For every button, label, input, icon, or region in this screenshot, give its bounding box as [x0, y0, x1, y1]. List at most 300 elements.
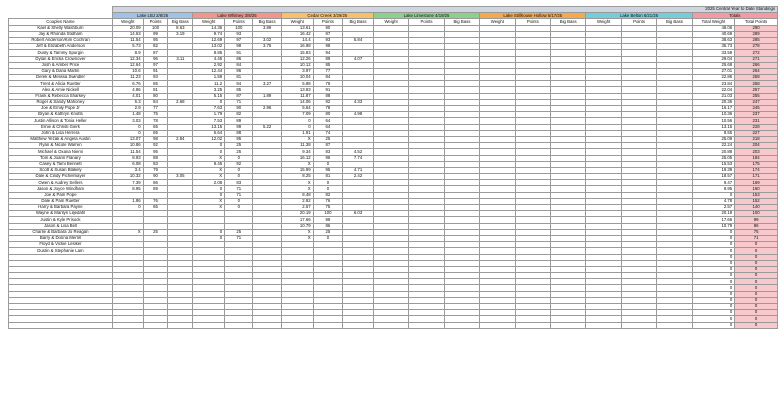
- couple-name-cell[interactable]: Dusty & Tammy Spurgin: [9, 50, 113, 56]
- total-weight-cell[interactable]: 0: [692, 266, 735, 272]
- weight-cell[interactable]: 14.4: [281, 37, 313, 43]
- points-cell[interactable]: 83: [225, 180, 253, 186]
- couple-name-cell[interactable]: Wayne & Marilyn Liljedahl: [9, 211, 113, 217]
- points-cell[interactable]: 79: [313, 81, 343, 87]
- total-points-cell[interactable]: 285: [735, 37, 778, 43]
- total-points-cell[interactable]: 0: [735, 273, 778, 279]
- weight-cell[interactable]: 10.86: [112, 143, 143, 149]
- total-weight-cell[interactable]: 15.53: [692, 161, 735, 167]
- weight-cell[interactable]: 0: [281, 118, 313, 124]
- big-bass-cell[interactable]: [168, 322, 193, 328]
- weight-cell[interactable]: [281, 322, 313, 328]
- points-cell[interactable]: 0: [225, 174, 253, 180]
- weight-cell[interactable]: 0: [112, 124, 143, 130]
- points-cell[interactable]: 25: [143, 229, 168, 235]
- weight-cell[interactable]: 11.38: [281, 143, 313, 149]
- total-points-cell[interactable]: 71: [735, 235, 778, 241]
- points-cell[interactable]: 71: [225, 192, 253, 198]
- points-cell[interactable]: [621, 322, 656, 328]
- total-weight-cell[interactable]: 0: [692, 316, 735, 322]
- points-cell[interactable]: 90: [313, 25, 343, 31]
- points-cell[interactable]: 95: [313, 167, 343, 173]
- weight-cell[interactable]: 3.4: [112, 167, 143, 173]
- big-bass-cell[interactable]: 1.89: [253, 93, 281, 99]
- weight-cell[interactable]: [193, 322, 225, 328]
- weight-cell[interactable]: 16.42: [281, 31, 313, 37]
- total-weight-cell[interactable]: 0: [692, 297, 735, 303]
- couple-name-cell[interactable]: Alex & Amie Nickell: [9, 87, 113, 93]
- big-bass-cell[interactable]: [253, 322, 281, 328]
- points-cell[interactable]: 90: [143, 174, 168, 180]
- big-bass-cell[interactable]: 4.33: [343, 99, 374, 105]
- points-cell[interactable]: 96: [313, 155, 343, 161]
- total-weight-cell[interactable]: 33.58: [692, 50, 735, 56]
- points-cell[interactable]: 99: [143, 31, 168, 37]
- total-weight-cell[interactable]: 16.17: [692, 106, 735, 112]
- points-cell[interactable]: 89: [143, 186, 168, 192]
- points-cell[interactable]: 71: [225, 186, 253, 192]
- weight-cell[interactable]: 20.19: [281, 211, 313, 217]
- weight-cell[interactable]: X: [281, 136, 313, 142]
- points-cell[interactable]: 25: [225, 229, 253, 235]
- weight-cell[interactable]: 6.3: [112, 99, 143, 105]
- points-cell[interactable]: 85: [313, 62, 343, 68]
- points-cell[interactable]: 25: [225, 143, 253, 149]
- big-bass-cell[interactable]: 4.07: [343, 56, 374, 62]
- total-points-cell[interactable]: 204: [735, 143, 778, 149]
- couple-name-cell[interactable]: Charlie & Barbara Jo Reagan: [9, 229, 113, 235]
- couple-name-cell[interactable]: Justin & Kyle Prisock: [9, 217, 113, 223]
- couple-name-cell[interactable]: Jeff & Elizabeth Anderson: [9, 44, 113, 50]
- big-bass-cell[interactable]: 3.89: [253, 25, 281, 31]
- couple-name-cell[interactable]: Dylan & Ericka Crownover: [9, 56, 113, 62]
- weight-cell[interactable]: 0: [112, 130, 143, 136]
- total-points-cell[interactable]: 153: [735, 192, 778, 198]
- points-cell[interactable]: 0: [313, 186, 343, 192]
- total-weight-cell[interactable]: 0: [692, 229, 735, 235]
- points-cell[interactable]: 90: [225, 106, 253, 112]
- weight-cell[interactable]: 10.6: [112, 68, 143, 74]
- total-weight-cell[interactable]: 25.68: [692, 62, 735, 68]
- total-weight-cell[interactable]: 0: [692, 248, 735, 254]
- points-cell[interactable]: 85: [143, 81, 168, 87]
- weight-cell[interactable]: X: [281, 161, 313, 167]
- big-bass-cell[interactable]: [444, 322, 479, 328]
- points-cell[interactable]: 25: [313, 136, 343, 142]
- couple-name-cell[interactable]: Josh & Amber Price: [9, 62, 113, 68]
- couple-name-cell[interactable]: Robert Anderson/Kim Cochran: [9, 37, 113, 43]
- total-weight-cell[interactable]: 21.03: [692, 93, 735, 99]
- big-bass-cell[interactable]: 6.03: [343, 211, 374, 217]
- total-points-cell[interactable]: 99: [735, 217, 778, 223]
- weight-cell[interactable]: 0: [193, 235, 225, 241]
- couple-name-cell[interactable]: Frank & Rebecca Sharkey: [9, 93, 113, 99]
- weight-cell[interactable]: 12.02: [193, 136, 225, 142]
- big-bass-cell[interactable]: 3.05: [168, 174, 193, 180]
- total-weight-cell[interactable]: 0: [692, 304, 735, 310]
- big-bass-cell[interactable]: 2.96: [253, 106, 281, 112]
- weight-cell[interactable]: 9.45: [193, 161, 225, 167]
- points-cell[interactable]: 76: [313, 198, 343, 204]
- couple-name-cell[interactable]: Dale & Cindy Pichelmayer: [9, 174, 113, 180]
- weight-cell[interactable]: 11.23: [112, 75, 143, 81]
- total-points-cell[interactable]: 0: [735, 297, 778, 303]
- weight-cell[interactable]: X: [193, 198, 225, 204]
- total-weight-cell[interactable]: 25.09: [692, 136, 735, 142]
- weight-cell[interactable]: 7.63: [193, 106, 225, 112]
- points-cell[interactable]: 95: [143, 37, 168, 43]
- total-points-cell[interactable]: 258: [735, 81, 778, 87]
- points-cell[interactable]: 100: [313, 211, 343, 217]
- weight-cell[interactable]: 0: [193, 229, 225, 235]
- total-weight-cell[interactable]: 10.56: [692, 118, 735, 124]
- weight-cell[interactable]: 12.64: [112, 62, 143, 68]
- couple-name-cell[interactable]: Ryan & Nicole Warren: [9, 143, 113, 149]
- total-weight-cell[interactable]: 38.63: [692, 37, 735, 43]
- couple-name-cell[interactable]: Michael & Oxana Niemi: [9, 149, 113, 155]
- big-bass-cell[interactable]: 5.22: [253, 124, 281, 130]
- total-weight-cell[interactable]: 20.19: [692, 211, 735, 217]
- weight-cell[interactable]: 10.32: [112, 174, 143, 180]
- total-points-cell[interactable]: 264: [735, 68, 778, 74]
- points-cell[interactable]: 83: [313, 149, 343, 155]
- couple-name-cell[interactable]: Tom & Joann Flanary: [9, 155, 113, 161]
- total-weight-cell[interactable]: 35.73: [692, 44, 735, 50]
- weight-cell[interactable]: 0: [193, 192, 225, 198]
- points-cell[interactable]: 95: [225, 136, 253, 142]
- points-cell[interactable]: 74: [313, 130, 343, 136]
- weight-cell[interactable]: 8.48: [281, 192, 313, 198]
- points-cell[interactable]: 0: [225, 198, 253, 204]
- weight-cell[interactable]: 11.54: [112, 149, 143, 155]
- points-cell[interactable]: 78: [313, 106, 343, 112]
- total-weight-cell[interactable]: 22.24: [692, 143, 735, 149]
- points-cell[interactable]: 87: [225, 93, 253, 99]
- weight-cell[interactable]: 11.54: [112, 37, 143, 43]
- points-cell[interactable]: 0: [225, 155, 253, 161]
- points-cell[interactable]: [143, 322, 168, 328]
- couple-name-cell[interactable]: Scott & Susan Blakely: [9, 167, 113, 173]
- big-bass-cell[interactable]: [657, 322, 692, 328]
- weight-cell[interactable]: 5.73: [112, 44, 143, 50]
- total-points-cell[interactable]: 0: [735, 310, 778, 316]
- total-points-cell[interactable]: 0: [735, 248, 778, 254]
- big-bass-cell[interactable]: [551, 322, 586, 328]
- couple-name-cell[interactable]: Floyd & Vickie Lesiker: [9, 242, 113, 248]
- weight-cell[interactable]: 1.59: [193, 75, 225, 81]
- couple-name-cell[interactable]: Justin Allison & Tonia Heller: [9, 118, 113, 124]
- total-points-cell[interactable]: 171: [735, 174, 778, 180]
- points-cell[interactable]: 77: [313, 68, 343, 74]
- couple-name-cell[interactable]: Joe & Pam Pope: [9, 192, 113, 198]
- points-cell[interactable]: 93: [313, 37, 343, 43]
- couple-name-cell[interactable]: Casey & Tami Bennett: [9, 161, 113, 167]
- total-weight-cell[interactable]: 0: [692, 260, 735, 266]
- weight-cell[interactable]: 6.76: [112, 81, 143, 87]
- couple-name-cell[interactable]: [9, 322, 113, 328]
- weight-cell[interactable]: X: [281, 229, 313, 235]
- weight-cell[interactable]: 9.34: [281, 149, 313, 155]
- total-points-cell[interactable]: 237: [735, 112, 778, 118]
- total-weight-cell[interactable]: 9.47: [692, 180, 735, 186]
- points-cell[interactable]: 93: [143, 75, 168, 81]
- total-points-cell[interactable]: 0: [735, 260, 778, 266]
- points-cell[interactable]: 94: [313, 50, 343, 56]
- points-cell[interactable]: 92: [143, 143, 168, 149]
- points-cell[interactable]: 99: [313, 217, 343, 223]
- points-cell[interactable]: 92: [313, 99, 343, 105]
- weight-cell[interactable]: 11.87: [281, 93, 313, 99]
- weight-cell[interactable]: 13.07: [112, 136, 143, 142]
- weight-cell[interactable]: 14.06: [281, 99, 313, 105]
- total-points-cell[interactable]: 231: [735, 118, 778, 124]
- total-points-cell[interactable]: 174: [735, 167, 778, 173]
- couple-name-cell[interactable]: Dustin & Stephanie Lam: [9, 248, 113, 254]
- weight-cell[interactable]: 4.01: [112, 93, 143, 99]
- total-points-cell[interactable]: 272: [735, 50, 778, 56]
- couple-name-cell[interactable]: Harry & Barbara Payne: [9, 205, 113, 211]
- points-cell[interactable]: 81: [313, 174, 343, 180]
- big-bass-cell[interactable]: 7.74: [343, 155, 374, 161]
- points-cell[interactable]: 65: [143, 130, 168, 136]
- points-cell[interactable]: 0: [225, 167, 253, 173]
- weight-cell[interactable]: 8.25: [281, 174, 313, 180]
- weight-cell[interactable]: 1.48: [112, 112, 143, 118]
- weight-cell[interactable]: 12.26: [281, 56, 313, 62]
- total-points-cell[interactable]: 255: [735, 93, 778, 99]
- weight-cell[interactable]: 10.04: [281, 75, 313, 81]
- points-cell[interactable]: 25: [225, 149, 253, 155]
- total-weight-cell[interactable]: 0: [692, 273, 735, 279]
- points-cell[interactable]: 80: [313, 112, 343, 118]
- points-cell[interactable]: 91: [143, 68, 168, 74]
- points-cell[interactable]: 64: [313, 124, 343, 130]
- weight-cell[interactable]: 2.9: [112, 106, 143, 112]
- couple-name-cell[interactable]: Dale & Pam Ruetter: [9, 198, 113, 204]
- points-cell[interactable]: 98: [313, 44, 343, 50]
- total-weight-cell[interactable]: 20.36: [692, 99, 735, 105]
- big-bass-cell[interactable]: 2.68: [168, 99, 193, 105]
- total-points-cell[interactable]: 0: [735, 291, 778, 297]
- total-points-cell[interactable]: 86: [735, 223, 778, 229]
- big-bass-cell[interactable]: [343, 322, 374, 328]
- total-weight-cell[interactable]: 48.06: [692, 25, 735, 31]
- points-cell[interactable]: 79: [143, 167, 168, 173]
- points-cell[interactable]: 65: [143, 205, 168, 211]
- points-cell[interactable]: 94: [225, 81, 253, 87]
- points-cell[interactable]: 85: [225, 87, 253, 93]
- weight-cell[interactable]: 0: [112, 205, 143, 211]
- points-cell[interactable]: 97: [313, 31, 343, 37]
- points-cell[interactable]: 0: [313, 180, 343, 186]
- points-cell[interactable]: 96: [143, 56, 168, 62]
- weight-cell[interactable]: 12.34: [112, 56, 143, 62]
- total-points-cell[interactable]: 0: [735, 254, 778, 260]
- weight-cell[interactable]: 20.09: [112, 25, 143, 31]
- total-points-cell[interactable]: 218: [735, 136, 778, 142]
- total-points-cell[interactable]: 0: [735, 285, 778, 291]
- points-cell[interactable]: 91: [313, 87, 343, 93]
- points-cell[interactable]: 84: [313, 75, 343, 81]
- points-cell[interactable]: 0: [313, 161, 343, 167]
- points-cell[interactable]: 86: [225, 56, 253, 62]
- points-cell[interactable]: 86: [313, 223, 343, 229]
- weight-cell[interactable]: 13.02: [193, 44, 225, 50]
- total-weight-cell[interactable]: 18.57: [692, 174, 735, 180]
- total-points-cell[interactable]: 100: [735, 211, 778, 217]
- total-weight-cell[interactable]: 0: [692, 285, 735, 291]
- weight-cell[interactable]: 15.83: [281, 50, 313, 56]
- weight-cell[interactable]: X: [193, 174, 225, 180]
- total-points-cell[interactable]: 75: [735, 229, 778, 235]
- total-points-cell[interactable]: 152: [735, 198, 778, 204]
- total-points-cell[interactable]: 227: [735, 130, 778, 136]
- points-cell[interactable]: 98: [225, 44, 253, 50]
- weight-cell[interactable]: 10.79: [281, 223, 313, 229]
- weight-cell[interactable]: 16.98: [281, 44, 313, 50]
- weight-cell[interactable]: 8.95: [112, 186, 143, 192]
- weight-cell[interactable]: [480, 322, 515, 328]
- points-cell[interactable]: 87: [143, 50, 168, 56]
- total-points-cell[interactable]: 203: [735, 149, 778, 155]
- total-weight-cell[interactable]: 10.36: [692, 112, 735, 118]
- points-cell[interactable]: 84: [143, 99, 168, 105]
- couple-name-cell[interactable]: Jay & Rhonda Stidham: [9, 31, 113, 37]
- couple-name-cell[interactable]: Kael & Shelly Washburn: [9, 25, 113, 31]
- total-weight-cell[interactable]: 0: [692, 242, 735, 248]
- couple-name-cell[interactable]: Jason & Joyce Windham: [9, 186, 113, 192]
- weight-cell[interactable]: 5.88: [281, 81, 313, 87]
- weight-cell[interactable]: X: [193, 167, 225, 173]
- points-cell[interactable]: 76: [143, 198, 168, 204]
- points-cell[interactable]: 89: [313, 56, 343, 62]
- weight-cell[interactable]: 0: [193, 99, 225, 105]
- couple-name-cell[interactable]: Roger & Sandy Mahoney: [9, 99, 113, 105]
- total-weight-cell[interactable]: 8.95: [692, 186, 735, 192]
- couple-name-cell[interactable]: Derek & Melissa Swindler: [9, 75, 113, 81]
- total-weight-cell[interactable]: 0: [692, 279, 735, 285]
- points-cell[interactable]: 83: [143, 161, 168, 167]
- weight-cell[interactable]: 2.92: [193, 62, 225, 68]
- total-weight-cell[interactable]: 17.66: [692, 217, 735, 223]
- weight-cell[interactable]: 1.86: [112, 198, 143, 204]
- weight-cell[interactable]: 12.69: [193, 37, 225, 43]
- weight-cell[interactable]: X: [112, 229, 143, 235]
- points-cell[interactable]: 82: [143, 44, 168, 50]
- total-weight-cell[interactable]: 22.04: [692, 87, 735, 93]
- couple-name-cell[interactable]: Barry & Donna Merrill: [9, 235, 113, 241]
- total-weight-cell[interactable]: 4.78: [692, 198, 735, 204]
- weight-cell[interactable]: 9.74: [193, 31, 225, 37]
- total-points-cell[interactable]: 289: [735, 31, 778, 37]
- weight-cell[interactable]: 16.12: [281, 155, 313, 161]
- points-cell[interactable]: 78: [143, 118, 168, 124]
- points-cell[interactable]: 80: [143, 93, 168, 99]
- total-weight-cell[interactable]: 13.15: [692, 124, 735, 130]
- points-cell[interactable]: 100: [143, 25, 168, 31]
- weight-cell[interactable]: 1.79: [193, 112, 225, 118]
- points-cell[interactable]: 89: [225, 118, 253, 124]
- weight-cell[interactable]: X: [281, 235, 313, 241]
- points-cell[interactable]: 97: [143, 62, 168, 68]
- couple-name-cell[interactable]: John & Lisa Herrera: [9, 130, 113, 136]
- weight-cell[interactable]: 5.64: [281, 106, 313, 112]
- couple-name-cell[interactable]: Ernie & Christi Gierk: [9, 124, 113, 130]
- weight-cell[interactable]: X: [193, 155, 225, 161]
- total-points-cell[interactable]: 0: [735, 316, 778, 322]
- weight-cell[interactable]: [373, 322, 408, 328]
- total-weight-cell[interactable]: 0: [692, 192, 735, 198]
- points-cell[interactable]: 86: [143, 180, 168, 186]
- couple-name-cell[interactable]: Trent & Alicia Ruetter: [9, 81, 113, 87]
- total-points-cell[interactable]: 0: [735, 242, 778, 248]
- weight-cell[interactable]: 13.61: [281, 25, 313, 31]
- weight-cell[interactable]: 13.15: [193, 124, 225, 130]
- total-weight-cell[interactable]: 0: [692, 235, 735, 241]
- points-cell[interactable]: 84: [225, 62, 253, 68]
- big-bass-cell[interactable]: 3.19: [168, 31, 193, 37]
- total-points-cell[interactable]: 0: [735, 279, 778, 285]
- weight-cell[interactable]: 1.91: [281, 130, 313, 136]
- weight-cell[interactable]: 2.92: [281, 198, 313, 204]
- weight-cell[interactable]: 10.12: [281, 62, 313, 68]
- total-weight-cell[interactable]: 0: [692, 254, 735, 260]
- points-cell[interactable]: 25: [313, 229, 343, 235]
- total-points-cell[interactable]: 266: [735, 62, 778, 68]
- total-weight-cell[interactable]: 19.39: [692, 167, 735, 173]
- total-points-cell[interactable]: 0: [735, 304, 778, 310]
- weight-cell[interactable]: 0: [193, 186, 225, 192]
- points-cell[interactable]: [515, 322, 550, 328]
- weight-cell[interactable]: 5.15: [193, 93, 225, 99]
- weight-cell[interactable]: 3.25: [193, 87, 225, 93]
- weight-cell[interactable]: 11.2: [193, 81, 225, 87]
- weight-cell[interactable]: 7.39: [112, 180, 143, 186]
- weight-cell[interactable]: 17.66: [281, 217, 313, 223]
- points-cell[interactable]: 77: [143, 106, 168, 112]
- points-cell[interactable]: 92: [225, 161, 253, 167]
- total-points-cell[interactable]: 0: [735, 266, 778, 272]
- points-cell[interactable]: 71: [225, 235, 253, 241]
- points-cell[interactable]: 0: [313, 235, 343, 241]
- couple-name-cell[interactable]: Matthew Yezak & Angela Austin: [9, 136, 113, 142]
- total-points-cell[interactable]: 247: [735, 99, 778, 105]
- weight-cell[interactable]: 4.45: [193, 56, 225, 62]
- weight-cell[interactable]: 3.03: [112, 118, 143, 124]
- big-bass-cell[interactable]: 3.02: [253, 37, 281, 43]
- big-bass-cell[interactable]: 5.84: [343, 37, 374, 43]
- weight-cell[interactable]: [586, 322, 621, 328]
- points-cell[interactable]: [313, 322, 343, 328]
- points-cell[interactable]: 82: [313, 192, 343, 198]
- points-cell[interactable]: 100: [225, 25, 253, 31]
- weight-cell[interactable]: 15.99: [281, 167, 313, 173]
- weight-cell[interactable]: 8.85: [193, 50, 225, 56]
- weight-cell[interactable]: 6.64: [193, 130, 225, 136]
- total-weight-cell[interactable]: 20.88: [692, 149, 735, 155]
- weight-cell[interactable]: 2.08: [193, 180, 225, 186]
- total-weight-cell[interactable]: 29.04: [692, 56, 735, 62]
- total-weight-cell[interactable]: 27.01: [692, 68, 735, 74]
- points-cell[interactable]: 95: [143, 149, 168, 155]
- weight-cell[interactable]: 6.08: [112, 161, 143, 167]
- points-cell[interactable]: 75: [143, 112, 168, 118]
- weight-cell[interactable]: X: [193, 205, 225, 211]
- total-weight-cell[interactable]: 0: [692, 291, 735, 297]
- points-cell[interactable]: [225, 322, 253, 328]
- total-points-cell[interactable]: 258: [735, 75, 778, 81]
- total-points-cell[interactable]: 160: [735, 186, 778, 192]
